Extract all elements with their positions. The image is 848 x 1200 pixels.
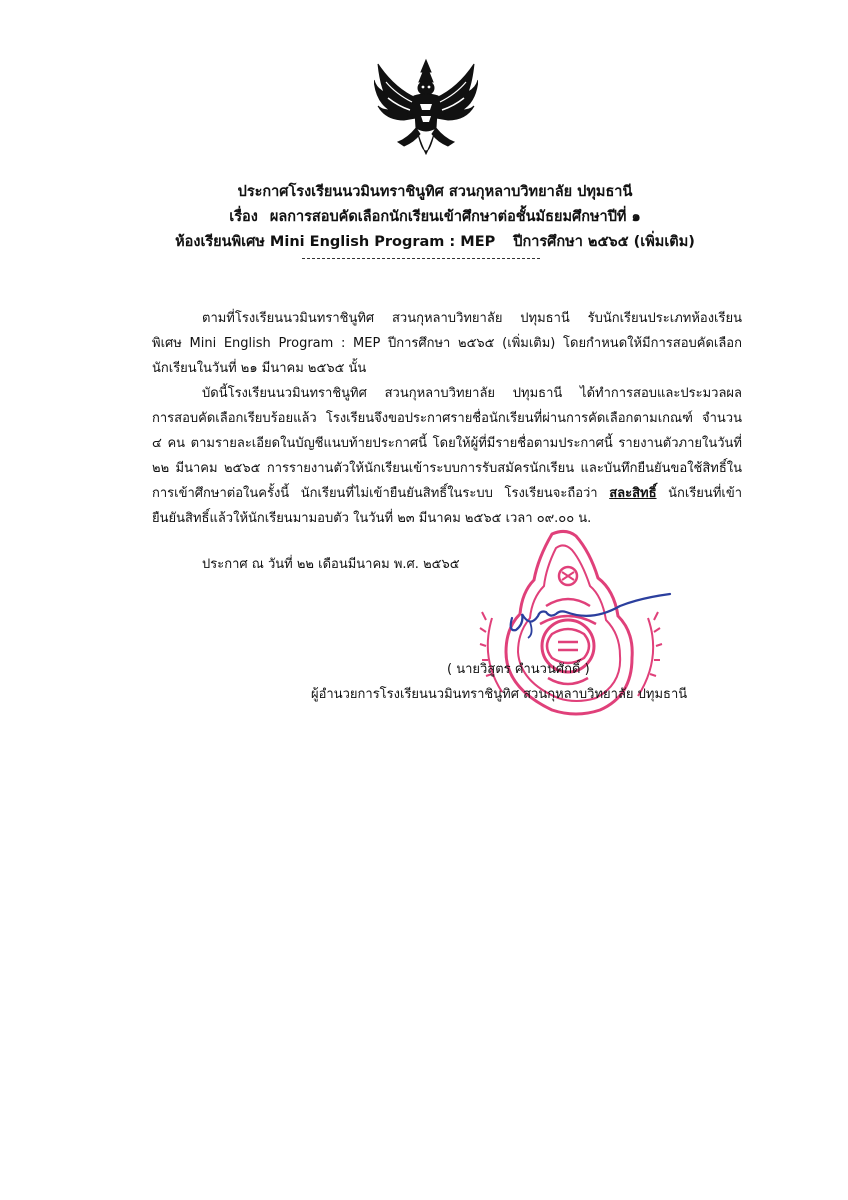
announcement-header: [150, 180, 720, 255]
paragraph-2-line-4: ๒๒ มีนาคม ๒๕๖๕ การรายงานตัวให้นักเรียนเข้าระบบการรับสมัครนักเรียน และบันทึกยืนยันขอใช้สิทธิ์ใน: [152, 461, 742, 476]
announcement-date: ประกาศ ณ วันที่ ๒๒ เดือนมีนาคม พ.ศ. ๒๕๖๕: [202, 557, 460, 572]
subject-title: ผลการสอบคัดเลือกนักเรียนเข้าศึกษาต่อชั้นมัธยมศึกษาปีที่ ๑: [269, 209, 641, 225]
paragraph-2-line-1: บัดนี้โรงเรียนนวมินทราชินูทิศ สวนกุหลาบวิทยาลัย ปทุมธานี ได้ทำการสอบและประมวลผล: [202, 386, 742, 401]
header-divider: [302, 258, 540, 259]
signer-position: ผู้อำนวยการโรงเรียนนวมินทราชินูทิศ สวนกุหลาบวิทยาลัย ปทุมธานี: [311, 687, 688, 702]
paragraph-2-line-5: การเข้าศึกษาต่อในครั้งนี้ นักเรียนที่ไม่เข้ายืนยันสิทธิ์ในระบบ โรงเรียนจะถือว่า สละสิทธิ์ นักเรียนที่เข้า: [152, 486, 743, 501]
header-line-1: ประกาศโรงเรียนนวมินทราชินูทิศ สวนกุหลาบวิทยาลัย ปทุมธานี: [237, 184, 633, 200]
paragraph-1-line-1: ตามที่โรงเรียนนวมินทราชินูทิศ สวนกุหลาบวิทยาลัย ปทุมธานี รับนักเรียนประเภทห้องเรียน: [202, 311, 742, 326]
program-name: ห้องเรียนพิเศษ Mini English Program : MEP: [175, 234, 496, 250]
header-line-3: [150, 230, 720, 255]
header-line-2: [150, 205, 720, 230]
subject-label: เรื่อง: [229, 209, 258, 225]
paragraph-2-line-3: ๔ คน ตามรายละเอียดในบัญชีแนบท้ายประกาศนี้ โดยให้ผู้ที่มีรายชื่อตามประกาศนี้ รายงานตัวภายในวันที่: [152, 436, 742, 451]
academic-year: ปีการศึกษา ๒๕๖๕ (เพิ่มเติม): [513, 234, 695, 250]
paragraph-1-line-3: นักเรียนในวันที่ ๒๑ มีนาคม ๒๕๖๕ นั้น: [152, 361, 367, 376]
garuda-emblem-icon: [374, 58, 478, 168]
signer-name: ( นายวิสูตร คำนวนศักดิ์ ): [447, 662, 590, 677]
paragraph-2-line-6: ยืนยันสิทธิ์แล้วให้นักเรียนมามอบตัว ในวันที่ ๒๓ มีนาคม ๒๕๖๕ เวลา ๐๙.๐๐ น.: [152, 511, 592, 526]
signature-icon: [500, 588, 676, 640]
announcement-body: [152, 306, 742, 531]
forfeit-text: สละสิทธิ์: [609, 486, 657, 501]
paragraph-1-line-2: พิเศษ Mini English Program : MEP ปีการศึกษา ๒๕๖๕ (เพิ่มเติม) โดยกำหนดให้มีการสอบคัดเลือก: [152, 336, 742, 351]
paragraph-2-line-2: การสอบคัดเลือกเรียบร้อยแล้ว โรงเรียนจึงขอประกาศรายชื่อนักเรียนที่ผ่านการคัดเลือกตามเกณฑ์ จำนวน: [152, 411, 742, 426]
